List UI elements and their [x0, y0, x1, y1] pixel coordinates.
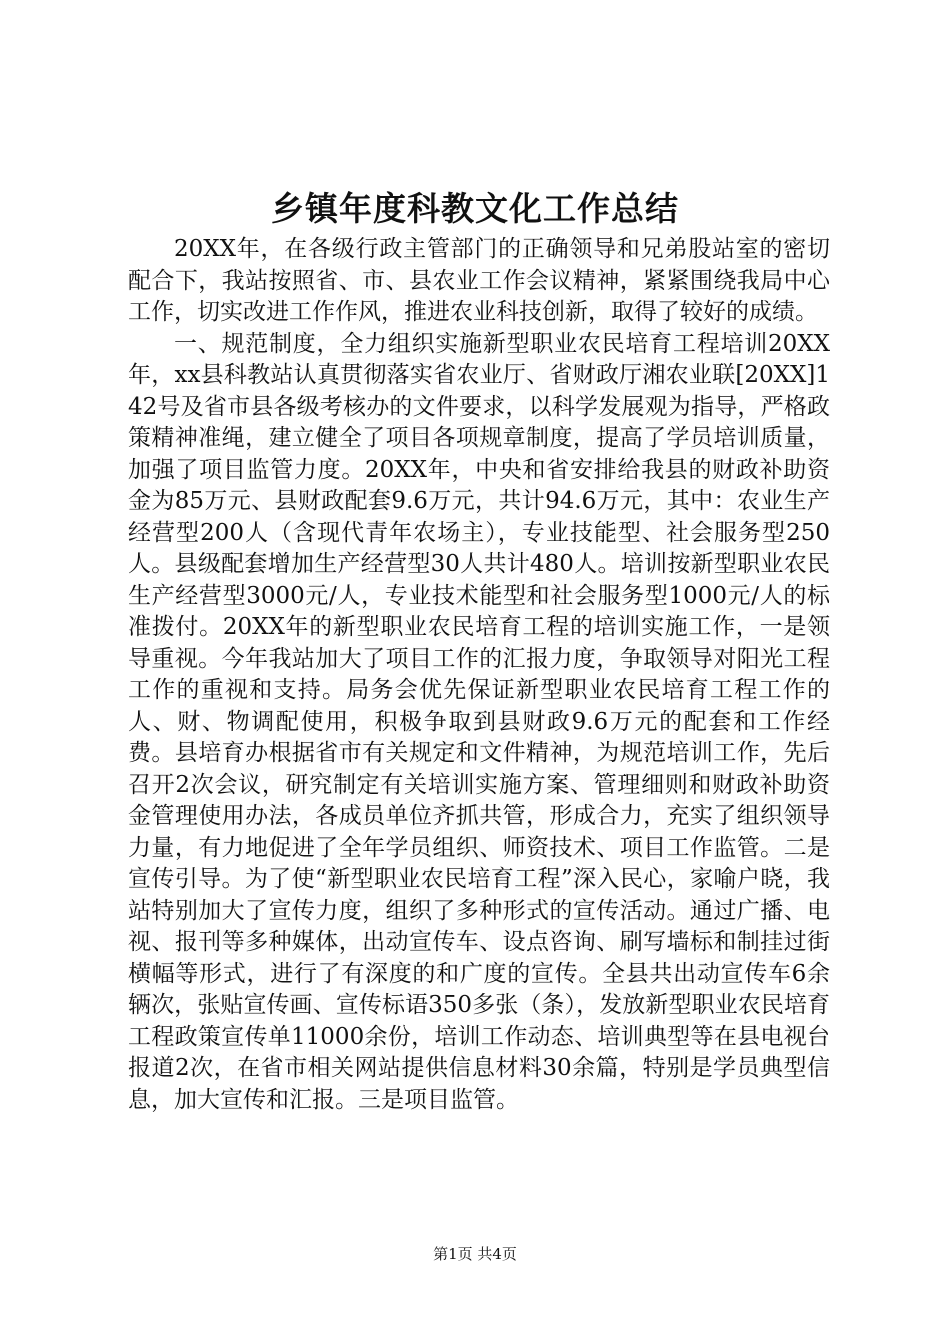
page-number: 第1页 共4页: [433, 1245, 517, 1263]
paragraph-section-one: 一、规范制度，全力组织实施新型职业农民培育工程培训20XX年，xx县科教站认真贯彻落实省农业厅、省财政厅湘农业联[20XX]142号及省市县各级考核办的文件要求，以科学发展观为指导，严格政策精神准绳，建立健全了项目各项规章制度，提高了学员培训质量，加强了项目监管力度。20XX年，中央和省安排给我县的财政补助资金为85万元、县财政配套9.6万元，共计94.6万元，其中：农业生产经营型200人（含现代青年农场主），专业技能型、社会服务型250人。县级配套增加生产经营型30人共计480人。培训按新型职业农民生产经营型3000元/人，专业技术能型和社会服务型1000元/人的标准拨付。20XX年的新型职业农民培育工程的培训实施工作，一是领导重视。今年我站加大了项目工作的汇报力度，争取领导对阳光工程工作的重视和支持。局务会优先保证新型职业农民培育工程工作的人、财、物调配使用，积极争取到县财政9.6万元的配套和工作经费。县培育办根据省市有关规定和文件精神，为规范培训工作，先后召开2次会议，研究制定有关培训实施方案、管理细则和财政补助资金管理使用办法，各成员单位齐抓共管，形成合力，充实了组织领导力量，有力地促进了全年学员组织、师资技术、项目工作监管。二是宣传引导。为了使“新型职业农民培育工程”深入民心，家喻户晓，我站特别加大了宣传力度，组织了多种形式的宣传活动。通过广播、电视、报刊等多种媒体，出动宣传车、设点咨询、刷写墙标和制挂过街横幅等形式，进行了有深度的和广度的宣传。全县共出动宣传车6余辆次，张贴宣传画、宣传标语350多张（条），发放新型职业农民培育工程政策宣传单11000余份，培训工作动态、培训典型等在县电视台报道2次，在省市相关网站提供信息材料30余篇，特别是学员典型信息，加大宣传和汇报。三是项目监管。: [128, 330, 830, 1113]
document-body: [128, 234, 830, 1116]
paragraph-intro: 20XX年，在各级行政主管部门的正确领导和兄弟股站室的密切配合下，我站按照省、市、县农业工作会议精神，紧紧围绕我局中心工作，切实改进工作作风，推进农业科技创新，取得了较好的成绩。: [128, 236, 830, 325]
document-title: 乡镇年度科教文化工作总结: [271, 189, 679, 228]
